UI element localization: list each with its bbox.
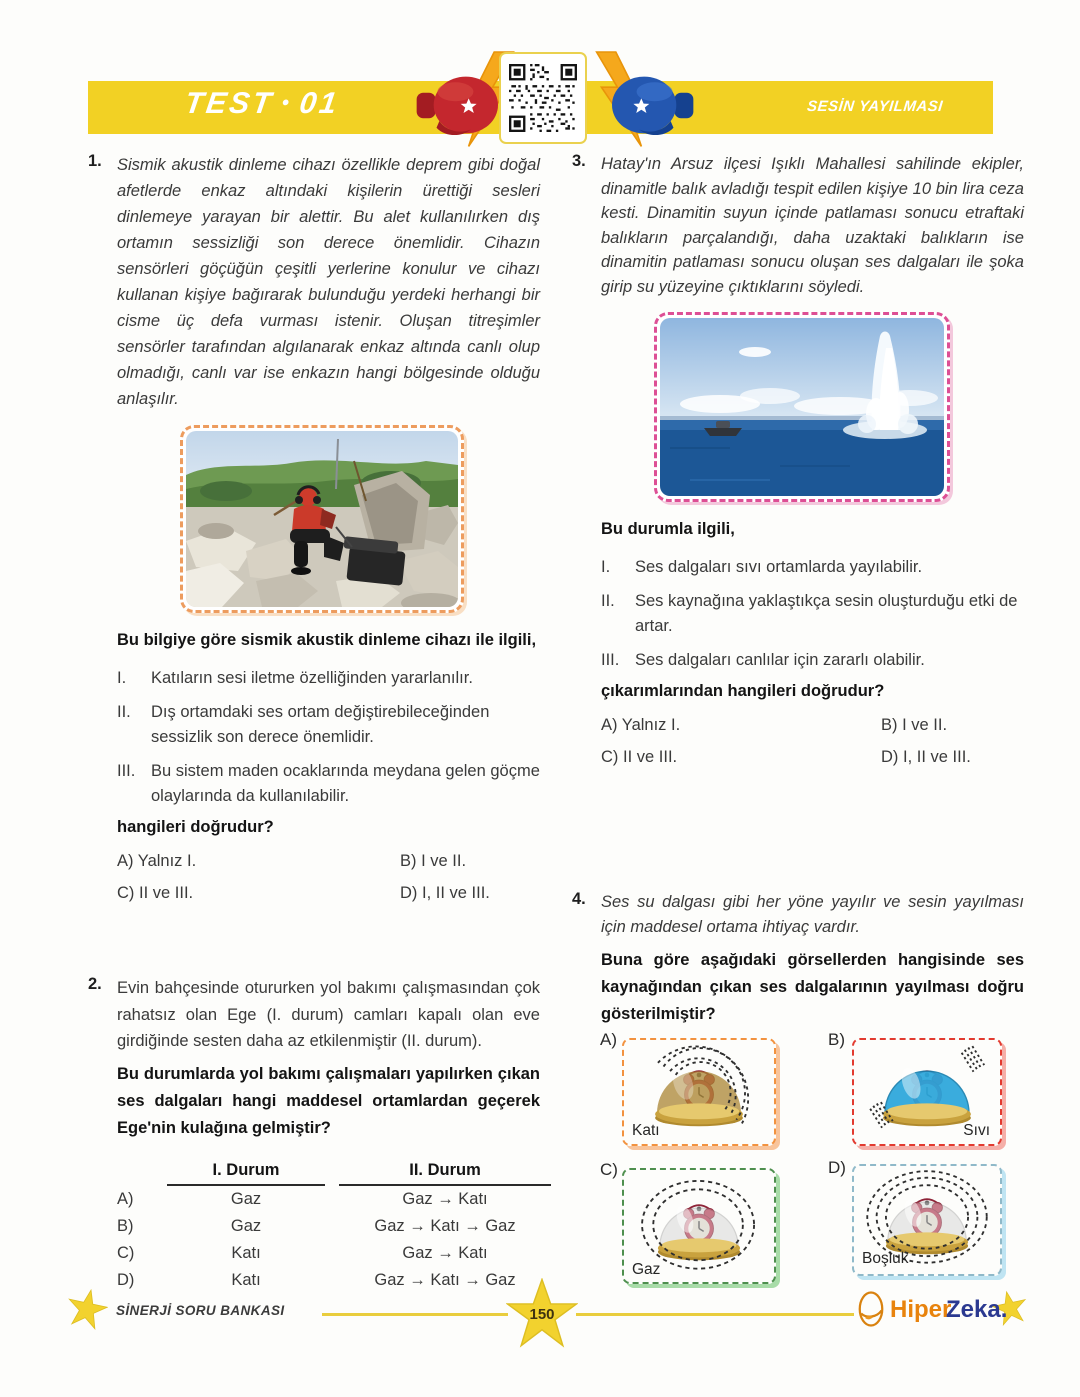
option-a-letter: A) <box>600 1030 617 1049</box>
choice-b: B) I ve II. <box>881 716 948 734</box>
medium-label: Sıvı <box>963 1122 990 1139</box>
statement-list <box>117 666 540 809</box>
choice-a: A) Yalnız I. <box>117 852 197 870</box>
header-center-assembly <box>415 42 695 154</box>
question-body: Ses su dalgası gibi her yöne yayılır ve sesin yayılması için maddesel ortama ihtiyaç vardır. <box>601 893 1024 936</box>
question-3 <box>572 152 1024 767</box>
table-header-row <box>117 1154 540 1186</box>
question-2 <box>88 975 540 1294</box>
publisher-brand: SİNERJİ SORU BANKASI <box>116 1303 285 1318</box>
statement-iii: III. Ses dalgaları canlılar için zararlı olabilir. <box>601 651 925 669</box>
option-d-bosluk <box>852 1164 1002 1276</box>
table-row-c: C) Katı Gaz → Katı <box>117 1243 488 1262</box>
option-c-letter: C) <box>600 1160 618 1179</box>
test-number: 01 <box>297 87 342 120</box>
alarm-clock-clear-dome-icon <box>629 1170 769 1273</box>
choice-c: C) II ve III. <box>117 884 194 902</box>
statement-i: I. Ses dalgaları sıvı ortamlarda yayılabilir. <box>601 558 923 576</box>
statement-i: I. Katıların sesi iletme özelliğinden yararlanılır. <box>117 669 473 687</box>
logo-text-zeka: Zeka. <box>946 1296 1008 1323</box>
table-row-b: B) Gaz Gaz → Katı → Gaz <box>117 1216 516 1235</box>
statement-ii: II. Dış ortamdaki ses ortam değiştirebileceğinden sessizlik son derece önemlidir. <box>117 703 490 746</box>
bullet: • <box>280 92 294 114</box>
col1-header: I. Durum <box>167 1161 325 1186</box>
option-a-kati <box>622 1038 776 1146</box>
question-stem: Bu bilgiye göre sismik akustik dinleme cihazı ile ilgili, <box>117 631 537 649</box>
sea-explosion-photo <box>654 312 950 502</box>
table-row-d: D) Katı Gaz → Katı → Gaz <box>117 1270 516 1289</box>
question-number: 2. <box>88 975 102 993</box>
choice-d: D) I, II ve III. <box>881 748 971 766</box>
qr-code <box>499 52 587 144</box>
red-boxing-glove-icon <box>415 70 511 140</box>
option-c-gaz <box>622 1168 776 1284</box>
question-body: Hatay'ın Arsuz ilçesi Işıklı Mahallesi sahilinde ekipler, dinamitle balık avladığı tespit edilen kişiye 10 bin lira ceza kesti. Dinamitin suyun içinde patlaması sonucu etraftaki balıkların parçalandığı, daha uzaktaki balıkların ise dinamitin patlaması sonucu oluşan ses dalgaları ile şoka girip su yüzeyine çıktıklarını söyledi. <box>601 155 1024 296</box>
footer-rule <box>322 1313 508 1316</box>
medium-label: Gaz <box>632 1261 661 1278</box>
egg-logo-icon <box>856 1288 886 1330</box>
statement-iii: III. Bu sistem maden ocaklarında meydana gelen göçme olaylarında da kullanılabilir. <box>117 762 540 805</box>
col2-header: II. Durum <box>339 1161 551 1186</box>
question-stem: Bu durumla ilgili, <box>601 520 735 538</box>
page-number: 150 <box>529 1306 555 1323</box>
logo-text-hiper: Hiper <box>890 1296 952 1323</box>
choice-a: A) Yalnız I. <box>601 716 681 734</box>
choice-d: D) I, II ve III. <box>400 884 490 902</box>
test-title <box>183 87 342 121</box>
option-b-letter: B) <box>828 1030 845 1049</box>
question-body: Evin bahçesinde otururken yol bakımı çalışmasından çok rahatsız olan Ege (I. durum) camları kapalı olan eve girdiğinde sesten daha az etkilenmiştir (II. durum). <box>117 979 540 1050</box>
question-body: Sismik akustik dinleme cihazı özellikle deprem gibi doğal afetlerde enkaz altındaki kişilerin ürettiği sesleri dinlemeye yarayan bir alettir. Bu alet kullanılırken dış ortamın sessizliği son derece önemlidir. Cihazın sensörleri göçüğün çeşitli yerlerine konulur ve cihazı kullanan kişiye bağırarak bulunduğu yerdeki herhangi bir cisme üç defa vurması istenir. Oluşan titreşimler sensörler tarafından algılanarak enkaz altında canlı olup olmadığı, canlı var ise enkazın hangi bölgesinde olduğu anlaşılır. <box>117 156 540 408</box>
footer-rule <box>576 1313 854 1316</box>
topic-title: SESİN YAYILMASI <box>806 98 944 115</box>
question-stem: Buna göre aşağıdaki görsellerden hangisinde ses kaynağından çıkan ses dalgalarının yayılması doğru gösterilmiştir? <box>601 951 1024 1023</box>
option-b-sivi <box>852 1038 1002 1146</box>
answer-choices <box>117 852 540 903</box>
durum-table <box>117 1154 540 1294</box>
question-phrase: çıkarımlarından hangileri doğrudur? <box>601 682 885 700</box>
question-phrase: hangileri doğrudur? <box>117 818 274 836</box>
choice-c: C) II ve III. <box>601 748 678 766</box>
statement-ii: II. Ses kaynağına yaklaştıkça sesin oluşturduğu etki de artar. <box>601 592 1018 635</box>
question-number: 4. <box>572 890 586 908</box>
question-4 <box>572 890 1024 1310</box>
question-number: 1. <box>88 152 102 170</box>
question-1 <box>88 152 540 903</box>
picture-options <box>600 1030 1024 1292</box>
star-icon <box>66 1288 108 1330</box>
table-row-a: A) Gaz Gaz → Katı <box>117 1189 488 1208</box>
statement-list <box>601 555 1024 673</box>
medium-label: Katı <box>632 1122 660 1139</box>
blue-boxing-glove-icon <box>599 70 695 140</box>
medium-label: Boşluk <box>862 1250 909 1267</box>
rubble-rescue-photo <box>180 425 464 613</box>
question-stem: Bu durumlarda yol bakımı çalışmaları yapılırken çıkan ses dalgaları hangi maddesel ortamlardan geçerek Ege'nin kulağına gelmiştir? <box>117 1064 540 1137</box>
option-d-letter: D) <box>828 1158 846 1177</box>
choice-b: B) I ve II. <box>400 852 467 870</box>
test-label: TEST <box>182 87 277 120</box>
question-number: 3. <box>572 152 586 170</box>
answer-choices <box>601 716 1024 767</box>
